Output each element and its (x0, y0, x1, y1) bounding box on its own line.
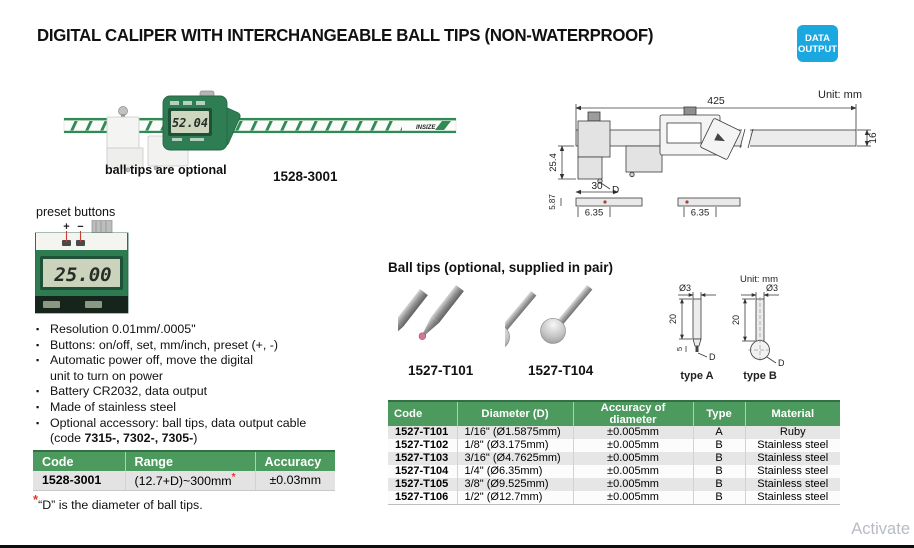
footnote-asterisk: * (33, 492, 39, 507)
thumb-roller (92, 220, 112, 233)
type-a-length: 20 (668, 313, 678, 325)
table-row: 1527-T102 1/8" (Ø3.175mm) ±0.005mm B Stainless steel (388, 439, 840, 452)
preset-buttons-label: preset buttons (36, 205, 116, 219)
spec-range: (12.7+D)~300mm* (125, 471, 255, 490)
tips-header-accuracy: Accuracy of diameter (573, 401, 693, 426)
plus-marker: + (63, 221, 70, 233)
spec-header-accuracy: Accuracy (255, 451, 335, 471)
activate-watermark: Activate (851, 520, 910, 538)
type-b-dia: Ø3 (765, 283, 779, 293)
tip-type-diagrams (652, 268, 807, 388)
type-a-tip-length: 5 (675, 346, 684, 352)
feature-auto-power: ▪ Automatic power off, move the digital unit to turn on power (36, 353, 366, 384)
ball-tip-photo-t101 (398, 285, 498, 365)
technical-drawing (548, 88, 900, 220)
table-row: 1527-T103 3/16" (Ø4.7625mm) ±0.005mm B Stainless steel (388, 452, 840, 465)
type-b-length: 20 (731, 314, 741, 326)
steel-ball-tip (535, 285, 599, 349)
tips-header-material: Material (745, 401, 840, 426)
ball-tip-code-t101: 1527-T101 (408, 363, 474, 378)
ball-tips-table (388, 400, 840, 505)
range-asterisk: * (231, 472, 236, 484)
ball-tips-optional-caption: ball tips are optional (105, 163, 227, 177)
spec-header-code: Code (33, 451, 125, 471)
minus-marker: − (77, 221, 84, 233)
table-row: 1527-T106 1/2" (Ø12.7mm) ±0.005mm B Stainless steel (388, 491, 840, 505)
ball-tip-code-t104: 1527-T104 (528, 363, 594, 378)
brand-logo: INSIZE (416, 125, 436, 131)
dim-6-35-left: 6.35 (584, 207, 604, 219)
page-title: DIGITAL CALIPER WITH INTERCHANGEABLE BALL TIPS (NON-WATERPROOF) (37, 25, 654, 45)
spec-header-range: Range (125, 451, 255, 471)
drawing-unit-label: Unit: mm (818, 89, 862, 101)
tips-header-code: Code (388, 401, 457, 426)
dim-30: 30 (591, 181, 603, 192)
dim-6-35-right: 6.35 (690, 207, 710, 219)
type-b-d: D (778, 358, 785, 368)
dim-16: 16 (868, 132, 879, 144)
lcd-reading: 52.04 (171, 116, 209, 130)
type-a-d: D (709, 352, 716, 362)
feature-list (36, 322, 366, 447)
feature-accessory: ▪ Optional accessory: ball tips, data output cable (code 7315-, 7302-, 7305-) (36, 416, 366, 447)
table-row: 1527-T101 1/16" (Ø1.5875mm) ±0.005mm A Ruby (388, 426, 840, 439)
table-row: 1527-T104 1/4" (Ø6.35mm) ±0.005mm B Stainless steel (388, 465, 840, 478)
dim-d-label: D (612, 185, 620, 196)
spec-table (33, 450, 335, 491)
function-button (43, 301, 60, 308)
tips-header-diameter: Diameter (D) (457, 401, 573, 426)
product-model: 1528-3001 (273, 169, 338, 184)
dim-25-4: 25.4 (548, 153, 559, 172)
spec-row (33, 471, 335, 490)
ball-tips-heading: Ball tips (optional, supplied in pair) (388, 260, 614, 275)
spec-accuracy: ±0.03mm (255, 471, 335, 490)
dim-5-87: 5.87 (548, 194, 557, 210)
feature-battery: ▪ Battery CR2032, data output (36, 384, 366, 400)
footnote: *“D” is the diameter of ball tips. (33, 492, 203, 513)
digital-unit (163, 91, 241, 150)
accessory-codes: 7315-, 7302-, 7305- (84, 431, 194, 446)
feature-material: ▪ Made of stainless steel (36, 400, 366, 416)
preset-lcd-reading: 25.00 (54, 264, 112, 286)
steel-ball-tip (505, 285, 543, 354)
feature-buttons: ▪ Buttons: on/off, set, mm/inch, preset (+, -) (36, 338, 366, 354)
ball-tip-photo-t104 (505, 285, 645, 365)
feature-resolution: ▪ Resolution 0.01mm/.0005" (36, 322, 366, 338)
tips-unit-label: Unit: mm (740, 274, 778, 285)
spec-code: 1528-3001 (33, 471, 125, 490)
tips-header-type: Type (693, 401, 745, 426)
type-a-dia: Ø3 (678, 283, 692, 293)
function-button (85, 301, 102, 308)
caliper-product-photo (60, 88, 460, 173)
dim-425: 425 (707, 95, 725, 107)
type-a-label: type A (680, 370, 714, 382)
type-b-label: type B (743, 370, 777, 382)
data-output-badge (797, 25, 838, 62)
badge-line1: DATA (805, 32, 830, 44)
badge-line2: OUTPUT (797, 43, 838, 55)
table-row: 1527-T105 3/8" (Ø9.525mm) ±0.005mm B Stainless steel (388, 478, 840, 491)
preset-buttons-photo (35, 220, 130, 315)
